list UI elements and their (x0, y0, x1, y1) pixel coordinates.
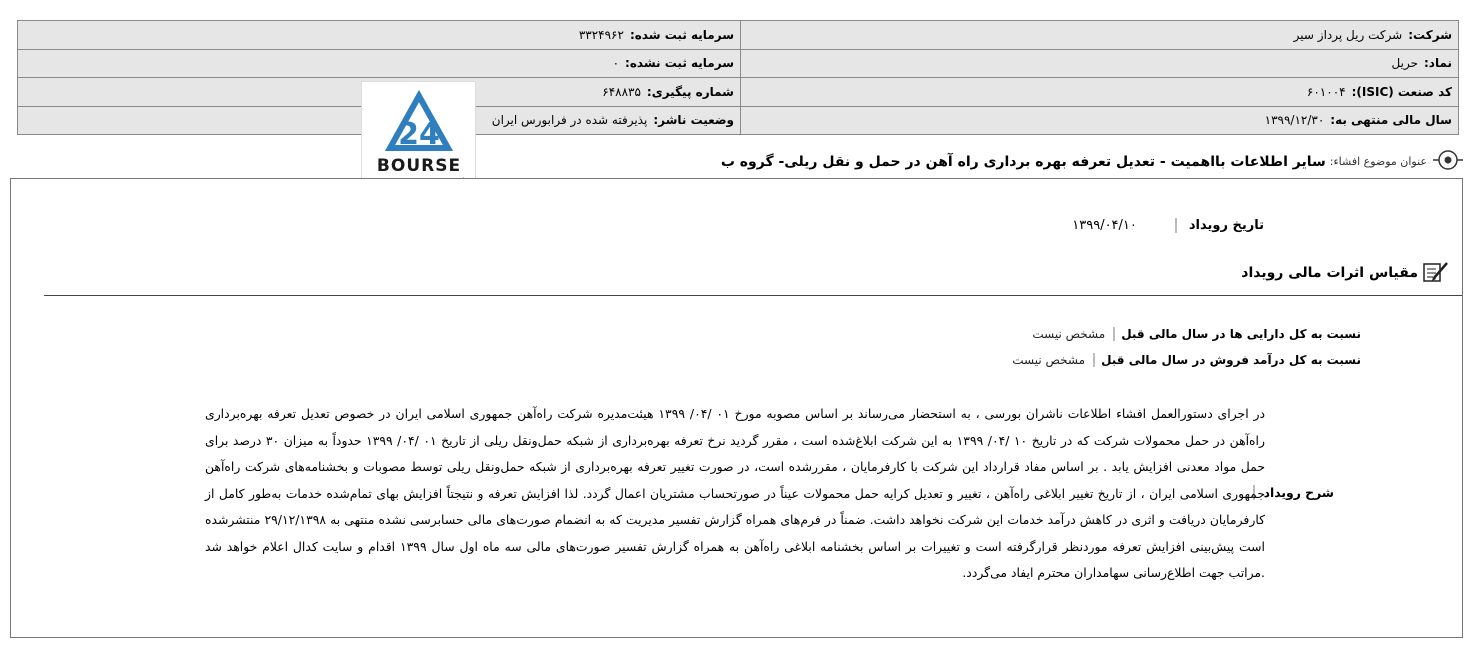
assets-ratio-value: مشخص نیست (1032, 327, 1106, 341)
revenue-ratio-value: مشخص نیست (1012, 353, 1086, 367)
disclosure-subject (721, 148, 1463, 175)
event-panel (10, 178, 1463, 638)
subject-title: سایر اطلاعات بااهمیت - تعدیل تعرفه بهره برداری راه آهن در حمل و نقل ریلی- گروه ب (720, 153, 1326, 170)
unregistered-capital-value: ۰ (612, 56, 620, 71)
revenue-ratio-label: نسبت به کل درآمد فروش در سال مالی قبل (1093, 353, 1361, 367)
symbol-value: حریل (1391, 56, 1418, 71)
subject-prefix: عنوان موضوع افشاء: (1329, 155, 1427, 168)
publisher-status-label: وضعیت ناشر: (653, 113, 734, 128)
unregistered-capital-label: سرمایه ثبت نشده: (625, 56, 734, 71)
event-date (1072, 218, 1264, 233)
edit-document-icon (1422, 259, 1450, 287)
publisher-status-value: پذیرفته شده در فرابورس ایران (491, 113, 648, 128)
event-description-label-text: شرح رویداد (1263, 485, 1334, 500)
financial-impact-title (1241, 259, 1450, 287)
registered-capital-value: ۳۳۲۴۹۶۲ (578, 27, 624, 42)
symbol-cell (741, 49, 1459, 78)
section-divider (44, 295, 1462, 296)
isic-value: ۶۰۱۰۰۴ (1306, 84, 1346, 99)
company-cell (741, 21, 1459, 50)
tracking-label: شماره پیگیری: (646, 84, 734, 99)
financial-impact-title-text: مقیاس اثرات مالی رویداد (1241, 265, 1418, 281)
bourse24-logo (361, 81, 476, 185)
unregistered-capital-cell (18, 49, 741, 78)
company-info-table (17, 20, 1459, 135)
isic-cell (741, 78, 1459, 107)
fiscal-year-label: سال مالی منتهی به: (1330, 113, 1452, 128)
target-icon (1433, 148, 1463, 175)
event-date-label: تاریخ رویداد (1175, 218, 1264, 233)
table-row (18, 21, 1459, 50)
table-row (18, 106, 1459, 135)
event-description: در اجرای دستورالعمل افشاء اطلاعات ناشران بورسی ، به استحضار می‌رساند بر اساس مصوبه مورخ ۰۱ /۰۴/ ۱۳۹۹ هیئت‌مدیره شرکت راه‌آهن جمهوری اسلامی ایران در خصوص تعدیل تعرفه بهره‌برداری راه‌آهن در حمل محمولات شرکت که در تاریخ ۱۰ /۰۴/ ۱۳۹۹ به این شرکت ابلاغ‌شده است ، مقرر گردید نرخ تعرفه بهره‌برداری از شبکه حمل‌ونقل ریلی از تاریخ ۰۱ /۰۴/ ۱۳۹۹ حدوداً به میزان ۳۰ درصد برای حمل مواد معدنی افزایش یابد . بر اساس مفاد قرارداد این شرکت با کارفرمایان ، مقررشده است، در صورت تغییر تعرفه بهره‌برداری از شبکه حمل‌ونقل ریلی توسط مصوبات و بخشنامه‌های شرکت راه‌آهن جمهوری اسلامی ایران ، از تاریخ تغییر ابلاغی راه‌آهن ، تغییر و تعدیل کرایه حمل محمولات عیناً در صورتحساب مشتریان اعمال گردد. لذا افزایش تعرفه و نتیجتاً افزایش بهای تمام‌شده خدمات به‌طور کامل از کارفرمایان دریافت و اثری در کاهش درآمد خدمات این شرکت نخواهد داشت. ضمناً در فرم‌های همراه گزارش تفسیر مدیریت که به انضمام صورت‌های مالی حسابرسی نشده منتهی به ۲۹/۱۲/۱۳۹۸ منتشرشده است پیش‌بینی افزایش تعرفه موردنظر قرارگرفته است و تغییرات بر اساس بخشنامه ابلاغی راه‌آهن به همراه گزارش تفسیر صورت‌های مالی سه ماه اول سال ۱۳۹۹ اقدام و سایت کدال اعلام خواهد شد .مراتب جهت اطلاع‌رسانی سهامداران محترم ایفاد می‌گردد. (205, 406, 1265, 580)
company-label: شرکت: (1408, 27, 1452, 42)
registered-capital-label: سرمایه ثبت شده: (629, 27, 734, 42)
logo-number: 24 (398, 117, 440, 152)
isic-label: کد صنعت (ISIC): (1351, 84, 1452, 99)
table-row (18, 78, 1459, 107)
event-date-value: ۱۳۹۹/۰۴/۱۰ (1072, 218, 1137, 233)
registered-capital-cell (18, 21, 741, 50)
assets-ratio-label: نسبت به کل دارایی ها در سال مالی قبل (1113, 327, 1361, 341)
tracking-value: ۶۴۸۸۳۵ (602, 84, 641, 99)
revenue-ratio (1012, 353, 1361, 367)
symbol-label: نماد: (1423, 56, 1452, 71)
assets-ratio (1032, 327, 1361, 341)
fiscal-year-cell (741, 106, 1459, 135)
logo-text: BOURSE (376, 156, 462, 176)
fiscal-year-value: ۱۳۹۹/۱۲/۳۰ (1264, 113, 1325, 128)
company-value: شرکت ریل پرداز سیر (1293, 27, 1403, 42)
table-row (18, 49, 1459, 78)
